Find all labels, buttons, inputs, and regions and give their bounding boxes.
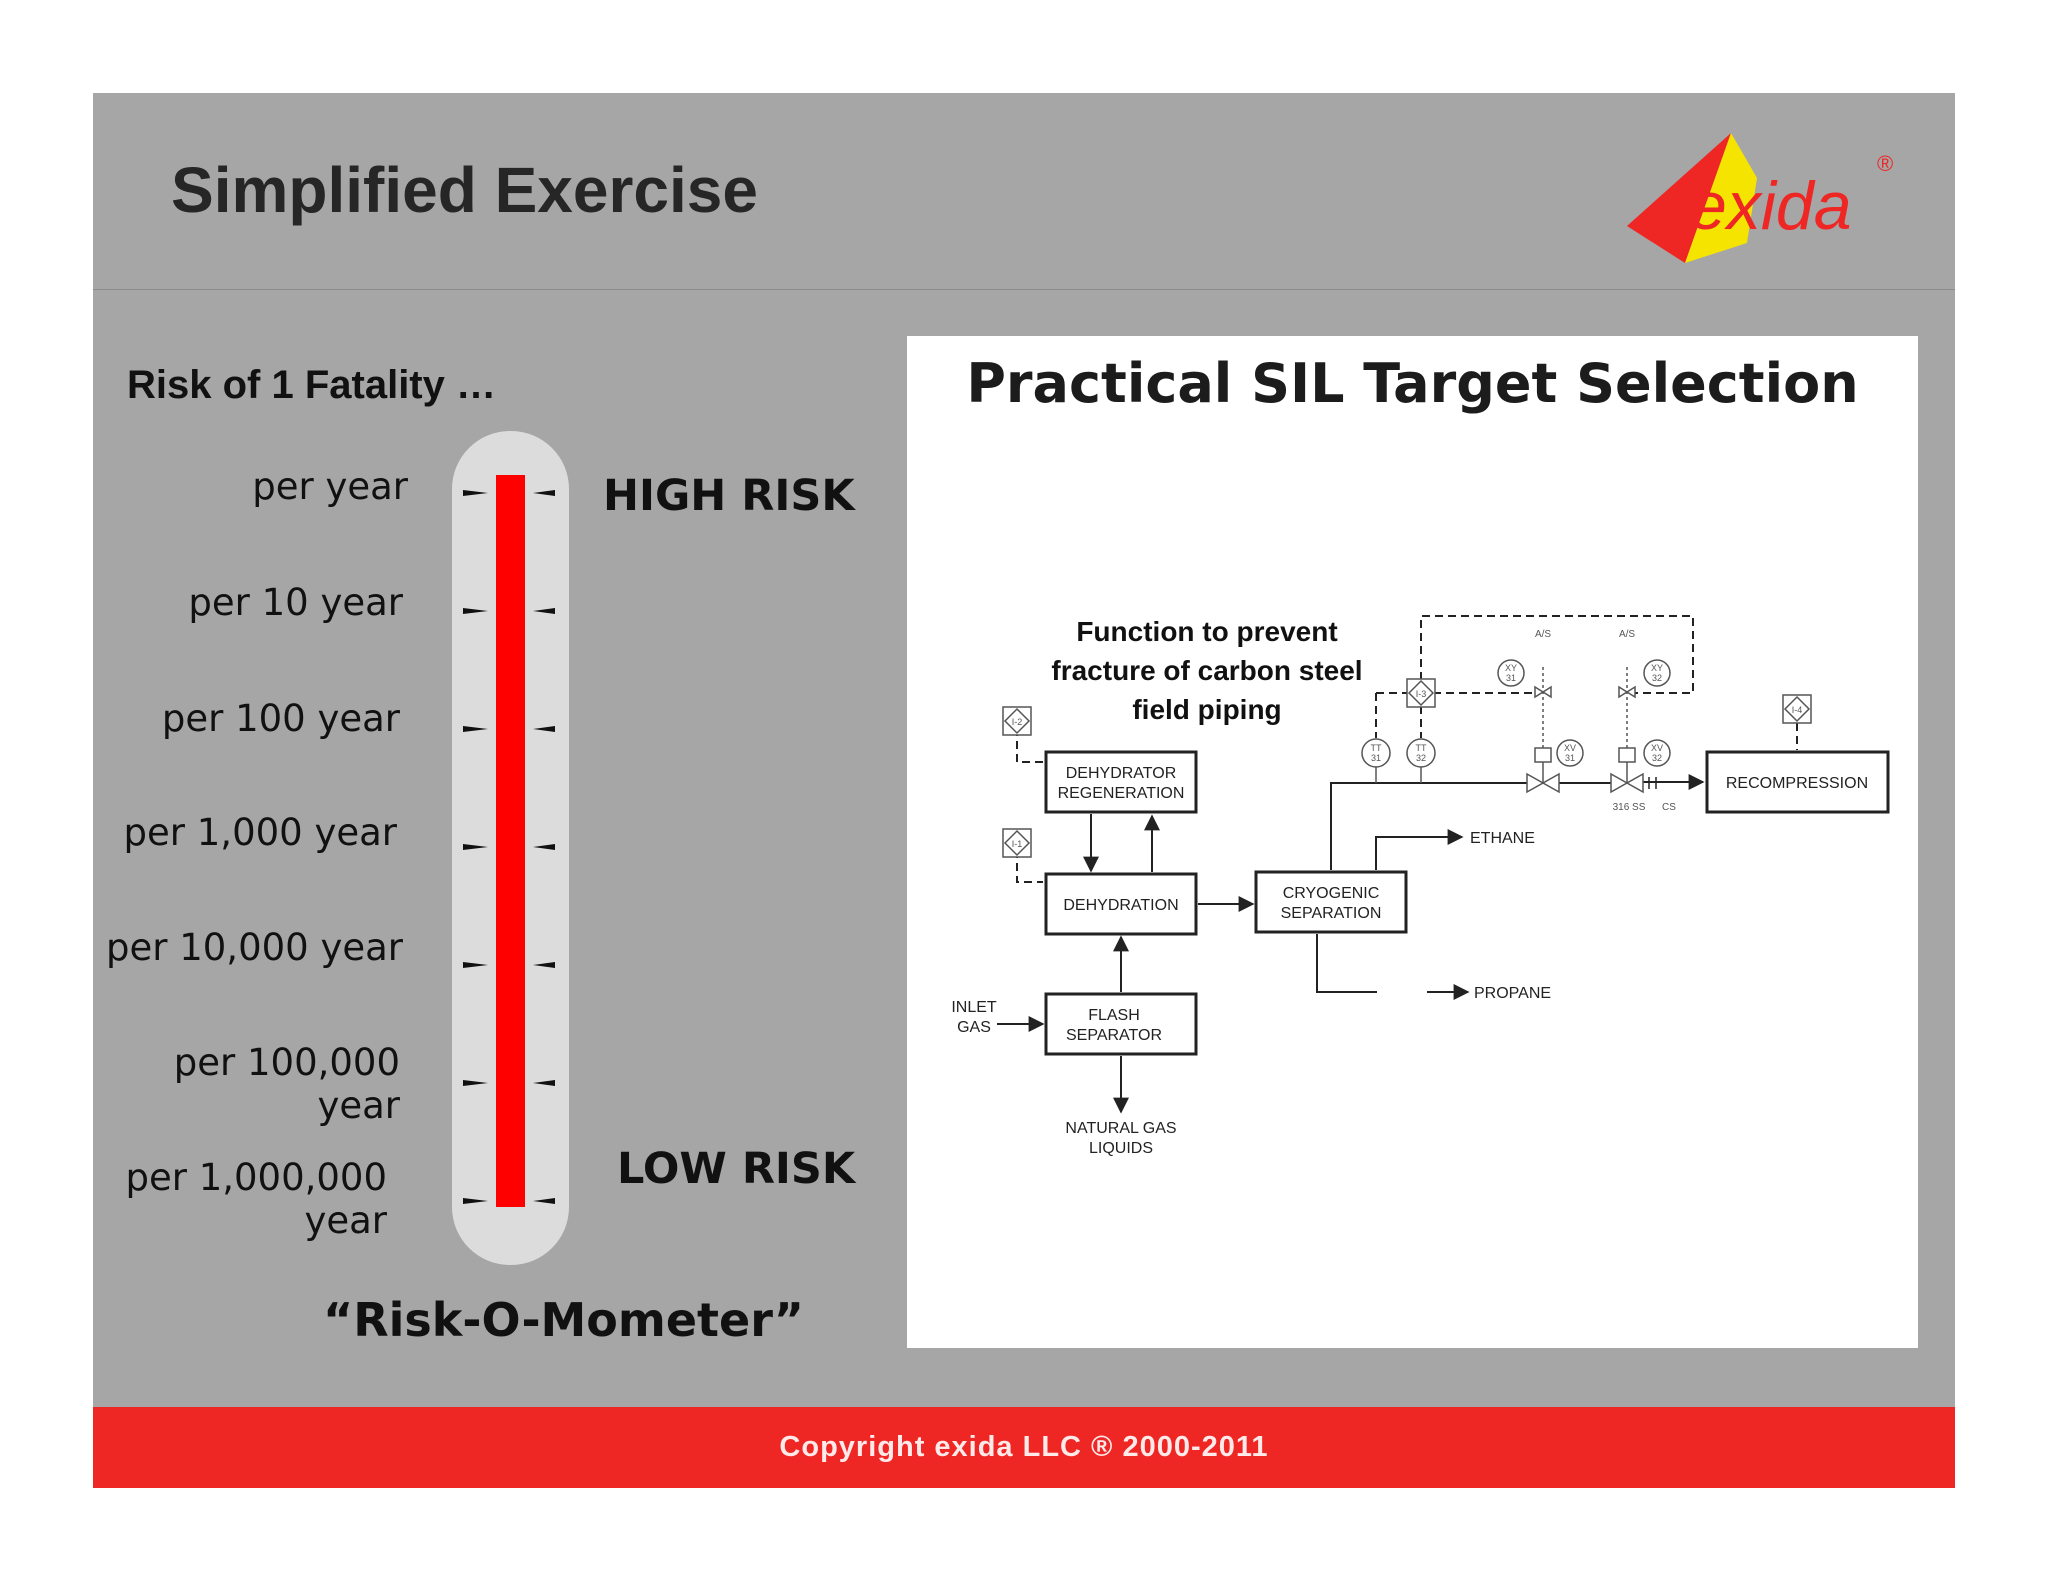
svg-text:31: 31 [1564,753,1576,763]
slide [93,93,1955,1488]
material-316ss: 316 SS [1612,802,1646,813]
stream-ngl-1: NATURAL GAS [1065,1120,1177,1137]
scale-label-per-100000-year: per 100,000 year [173,1041,400,1127]
logic-box-i2 [1003,707,1031,735]
svg-text:SEPARATOR: SEPARATOR [1065,1027,1163,1044]
diagram-title: Practical SIL Target Selection [966,352,1859,415]
function-text-line-2: fracture of carbon steel [1051,655,1363,686]
svg-text:I-4: I-4 [1791,705,1803,715]
svg-text:I-1: I-1 [1011,839,1023,849]
air-supply-label-1: A/S [1534,629,1552,640]
meter-caption: “Risk-O-Mometer” [323,1293,805,1347]
exida-logo [1627,133,1907,273]
material-cs: CS [1662,802,1676,813]
copyright-text: Copyright exida LLC ® 2000-2011 [779,1431,1269,1463]
risk-heading: Risk of 1 Fatality … [127,363,496,407]
footer-bar [93,1407,1955,1488]
flow-lines [997,781,1703,1112]
svg-text:I-3: I-3 [1415,689,1427,699]
air-supply-label-2: A/S [1618,629,1636,640]
svg-text:XV: XV [1563,743,1577,753]
svg-text:REGENERATION: REGENERATION [1057,785,1185,802]
svg-text:I-2: I-2 [1011,717,1023,727]
svg-text:TT: TT [1370,743,1382,753]
svg-text:RECOMPRESSION: RECOMPRESSION [1725,775,1869,792]
scale-label-per-1000000-year: per 1,000,000 year [125,1156,387,1242]
sil-diagram-panel [907,336,1918,1348]
stream-inlet-gas-2: GAS [957,1019,991,1036]
gauge-red-bar [496,475,525,1207]
svg-text:CRYOGENIC: CRYOGENIC [1282,885,1380,902]
svg-text:32: 32 [1415,753,1427,763]
stream-ngl-2: LIQUIDS [1088,1140,1154,1157]
svg-text:XV: XV [1650,743,1664,753]
stream-propane: PROPANE [1474,985,1552,1002]
stream-inlet-gas-1: INLET [951,999,997,1016]
svg-text:XY: XY [1650,663,1664,673]
block-recompression [1707,752,1888,812]
svg-text:SEPARATION: SEPARATION [1280,905,1382,922]
svg-text:FLASH: FLASH [1088,1007,1140,1024]
high-risk-label: HIGH RISK [603,471,855,521]
instrument-tt31 [1362,739,1390,783]
scale-label-per-10000-year: per 10,000 year [106,926,403,969]
svg-text:32: 32 [1651,673,1663,683]
process-flow-diagram [907,336,1918,1348]
low-risk-label: LOW RISK [617,1144,856,1194]
logo-text: exida [1689,168,1852,244]
title-divider [93,289,1955,290]
scale-label-per-100-year: per 100 year [161,697,400,740]
svg-text:TT: TT [1415,743,1427,753]
logic-box-i4 [1783,695,1811,723]
block-flash-separator [1046,994,1196,1054]
function-text-line-3: field piping [1132,694,1282,725]
svg-text:31: 31 [1505,673,1517,683]
slide-title: Simplified Exercise [171,154,758,226]
stream-ethane: ETHANE [1470,830,1535,847]
block-dehydrator-regeneration [1046,752,1196,812]
block-cryogenic-separation [1256,872,1406,932]
logo-registered-mark: ® [1877,151,1894,176]
svg-text:31: 31 [1370,753,1382,763]
risk-o-mometer [93,431,893,1331]
scale-label-per-10-year: per 10 year [188,581,403,624]
block-dehydration [1046,874,1196,934]
scale-label-per-year: per year [252,465,408,508]
logic-box-i3 [1407,679,1435,707]
valve-xv31 [1527,666,1583,792]
svg-text:DEHYDRATOR: DEHYDRATOR [1065,765,1177,782]
function-text-line-1: Function to prevent [1076,616,1338,647]
logic-box-i1 [1003,829,1031,857]
svg-text:32: 32 [1651,753,1663,763]
svg-text:DEHYDRATION: DEHYDRATION [1063,897,1179,914]
solenoid-xy32 [1619,660,1670,697]
instrument-tt32 [1407,739,1435,783]
scale-label-per-1000-year: per 1,000 year [123,811,397,854]
solenoid-xy31 [1498,660,1551,697]
svg-text:XY: XY [1504,663,1518,673]
